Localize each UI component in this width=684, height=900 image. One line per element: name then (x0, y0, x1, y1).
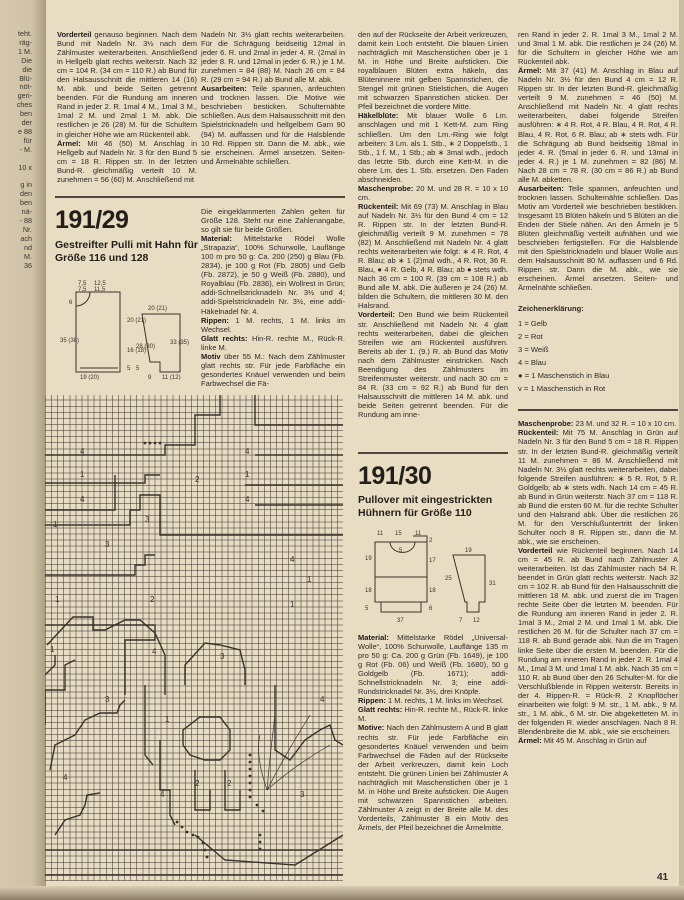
schematic-measure: 6 (429, 606, 433, 612)
page-edge (679, 0, 684, 900)
paragraph (201, 316, 345, 334)
paragraph (518, 736, 678, 745)
schematic-measure: 5 (399, 548, 403, 554)
paragraph-heading: Vorderteil (518, 546, 553, 556)
schematic-measure: 11 (415, 531, 422, 537)
paragraph-heading: Motive: (358, 723, 385, 733)
paragraph-text: den auf der Rückseite der Arbeit verkreuzen, damit kein Loch entsteht. Die blauen Linien nachträglich mit Maschenstichen über je 1 M. in Höhe und Breite aufsticken. Die royalblauen Blüten extra häkeln, das Blüteninnere mit gelben Spannstichen, die Stengel mit grünen Stielstichen, die Augen mit schwarzen Spannstichen sticken. Der Pfeil bezeichnet die vordere Mitte. (358, 30, 508, 112)
chart-color-label: 1 (290, 600, 295, 609)
paragraph (57, 30, 197, 139)
schematic-measure: 5 (136, 366, 140, 372)
text-column-aermel-ausarbeiten (518, 30, 678, 292)
paragraph-heading: Rückenteil: (518, 428, 559, 438)
chart-color-label: 4 (80, 447, 85, 456)
chart-color-label: 4 (320, 695, 325, 704)
paragraph (358, 30, 508, 111)
edge-fragment: der (21, 118, 32, 128)
schematic-measure: 5 (365, 606, 369, 612)
paragraph (518, 419, 678, 428)
schematic-measure: 6 (69, 300, 73, 306)
legend-item: ● = 1 Maschenstich in Blau (518, 371, 610, 381)
schematic-measure: 2 (429, 538, 433, 544)
schematic-measure: 7,5 (78, 287, 87, 293)
schematic-measure: 25 (445, 576, 452, 582)
text-column-vorderteil-aermel (57, 30, 197, 184)
paragraph (358, 310, 508, 419)
chart-color-label: 4 (80, 495, 85, 504)
schematic-measure: 19 (365, 556, 372, 562)
legend-item: 1 = Gelb (518, 319, 547, 329)
paragraph (518, 184, 678, 293)
chart-color-label: 3 (300, 790, 305, 799)
edge-fragment: nöt- (19, 82, 32, 92)
schematic-measure: 20 (21) (127, 318, 147, 324)
edge-fragment: Nr. (22, 224, 32, 234)
section-divider (55, 196, 345, 198)
paragraph-text: Teile spannen, anfeuchten und trocknen lassen. Schulternähte schließen. Das Motiv am Vorderteil wie beschrieben bestikken. Insgesamt 15 Blüten häkeln und 5 Blüten an die Enden der Stiele nähen. An den Ärmeln je 5 Blüten gleichmäßig verteilt aufnähen und wie beschrieben fertigstellen. Für die Halsblende mit den Spielstricknadeln und blauer Wolle aus dem Halsausschnitt 80 M. auffassen und 6 Rd. Rippen str. Dann die M. abk., wie sie erscheinen. Ärmel ansetzen. Seiten- und Ärmelnähte schließen. (518, 183, 678, 293)
paragraph (201, 352, 345, 388)
edge-fragment: 1 M. (18, 46, 32, 56)
paragraph-heading: Glatt rechts: (358, 705, 403, 715)
edge-fragment: räg- (19, 37, 32, 47)
paragraph-text: Die eingeklammerten Zahlen gelten für Größe 128. Steht nur eine Zahlenangabe, so gilt sie für beide Größen. (201, 207, 345, 235)
edge-fragment: die (22, 64, 32, 74)
edge-fragment: Die (21, 55, 32, 65)
paragraph-text: Hin-R. rechte M., Rück-R. linke M. (358, 705, 508, 724)
page-number: 41 (657, 872, 669, 883)
schematic-measure: 18 (429, 588, 436, 594)
edge-fragment: 36 (24, 260, 32, 270)
chart-color-label: 4 (290, 555, 295, 564)
chart-color-label: 4 (160, 790, 165, 799)
chart-color-label: 3 (105, 540, 110, 549)
paragraph-text: Mit 69 (73) M. Anschlag in Blau auf Nadeln Nr. 3½ für den Bund 4 cm = 12 R. Rippen str. In der letzten Bund-R. gleichmäßig verteilt 9 M. zunehmen = 78 (82) M. Anschließend mit Nadeln Nr. 4 glatt rechts weiterarbeiten wie folgt: ∗ 4 R. Rot, 4 R. Blau; ab ∗ 1 (2)mal wdh., 4 R. Rot, 36 R. Blau, ● 4 R. Gelb, 4 R. Blau; ab ● stets wdh. Nach 36 cm = 100 R. (39 cm = 108 R.) ab Bund alle M. abk. Die äußeren je 24 (26) M. bilden die Schultern, die mittleren 30 M. den Halsrand. (358, 201, 508, 311)
chart-color-label: 4 (245, 495, 250, 504)
paragraph-text: 1 M. rechts, 1 M. links im Wechsel. (385, 696, 504, 706)
paragraph (358, 184, 508, 202)
paragraph-heading: Ärmel: (57, 138, 81, 148)
text-column-pattern-29-material (201, 207, 345, 388)
chart-color-label: 1 (50, 645, 55, 654)
schematic-measure: 7,5 (78, 281, 87, 287)
edge-fragment: - 88 (19, 216, 32, 226)
edge-fragment: ben (20, 109, 32, 119)
right-column-flow (518, 30, 678, 745)
paragraph (201, 84, 345, 165)
edge-fragment: ben (20, 198, 32, 208)
chart-color-label: 3 (220, 652, 225, 661)
paragraph (358, 202, 508, 311)
paragraph-heading: Rippen: (358, 696, 386, 706)
paragraph-heading: Vorderteil: (358, 310, 395, 320)
section-divider (518, 397, 678, 411)
paragraph-text: Mit 46 (50) M. Anschlag in Hellgelb auf Nadeln Nr. 3 für den Bund 5 cm = 18 R. Rippen str. In der letzten Bund-R. gleichmäßig verteilt 10 M. zunehmen = 56 (60) M. Anschließend mit (57, 138, 197, 184)
paragraph-text: Nach den Zählmustern A und B glatt rechts str. Für jede Farbfläche ein gesondertes Knäuel verwenden und beim Farbwechsel die Fäden auf der Rückseite der Arbeit verkreuzen, damit kein Loch entsteht. Die grünen Linien bei Zählmuster A nachträglich mit Maschenstichen über je 1 M. in Höhe und Breite aufsticken. Die Augen mit schwarzen Spannstichen arbeiten. Zählmuster A zeigt in der Breite alle M. des Vorderteils, Zählmuster B ein Motiv des Ärmels, der Pfeil bezeichnet die Ärmelmitte. (358, 723, 508, 832)
schematic-measure: 18 (365, 588, 372, 594)
paragraph-heading: Ärmel: (518, 66, 542, 76)
edge-fragment: - M. (19, 144, 32, 154)
text-column-ausarbeiten (201, 30, 345, 166)
paragraph-text: Mit 37 (41) M. Anschlag in Blau auf Nadeln Nr. 3½ für den Bund 4 cm = 12 R. Rippen str. In der letzten Bund-R. gleichmäßig verteilt 9 M. zunehmen = 46 (50) M. Anschließend mit Nadeln Nr. 4 glatt rechts weiterarbeiten, dabei folgende Streifen ausführen: ∗ 4 R. Rot, 4 R. Blau, 4 R. Rot, 4 R. Blau, 4 R. Rot, 6 R. Blau; ab ∗ stets wdh. Für die Schrägung ab Bund beidseitig 18mal in jeder 4. R. (5mal in jeder 6. R. und 13mal in jeder 4. R.) je 1 M. zunehmen = 82 (86) M. Nach 28 cm = 78 R. (30 cm = 86 R.) ab Bund alle M. abketten. (518, 66, 678, 184)
edge-fragment: geri- (17, 91, 32, 101)
chart-color-label: 1 (80, 470, 85, 479)
edge-fragment: den (20, 189, 32, 199)
edge-fragment: nä- (21, 207, 32, 217)
schematic-measure: 7 (459, 618, 463, 624)
paragraph-heading: Maschenprobe: (518, 419, 574, 429)
paragraph-heading: Ausarbeiten: (201, 84, 247, 94)
paragraph-text: Mittelstarke Rödel Wolle „Strapazia“, 100% Schurwolle, Lauflänge 100 m pro 50 g: Ca. 200 (250) g Blau (Fb. 2834), je 100 g Rot (Fb. 2805) und Gelb (Fb. 2872), je 50 g Weiß (Fb. 2880), und Royalblau (Fb. 2836), ein Wollrest in Grün; addi-Schnellstricknadeln Nr. 3½ und 4; addi-Spielstricknadeln Nr. 3½, eine addi-Häkelnadel Nr. 4. (201, 234, 345, 316)
schematic-measure: 31 (489, 581, 496, 587)
paragraph-text: Mit 45 M. Anschlag in Grün auf (541, 736, 647, 745)
chart-color-label: 4 (245, 447, 250, 456)
paragraph (358, 723, 508, 832)
paragraph-text: wie Rückenteil beginnen. Nach 14 cm = 45 R. ab Bund nach Zählmuster A weiterarbeiten. Ist das Zählmuster nach 54 R. beendet in Grün glatt rechts weiterstr. Nach 32 cm = 102 R. ab Bund für den Halsausschnitt die mittleren 18 M. abk. und zuerst die im Tragen rechte Seite über die letzten M. beenden. Für die Rundung am inneren Rand in jeder 2. R. 1mal 3 M., 2mal 2 M. und 1mal 1 M. abk. Die restlichen 26 M. für die Schulter nach 37 cm = 118 R. ab Bund gerade abk. Nun die im Tragen linke Seite über die ersten M. beenden. Für die Rundung am inneren Rand in jeder 2. R. 1mal 4 M., 1mal 3 M. und 1mal 1 M. abk. Nach 35 cm = 110 R. ab Bund über den 26 Schulter-M. für die Verschlußblende in Rippen weiterstr. Bereits in der 4. Rippen-R. = Rück-R. 2 Knopflöcher einarbeiten wie folgt: 9 M. str., 1 M. abk., 9 M. str., 1 M. abk., 6 M. str. Die abgeketteten M. in der folgenden R. wieder anschlagen. Nach 8 R. Blendenbreite die M. abk., wie sie erscheinen. (518, 546, 678, 736)
chart-color-label: 3 (145, 515, 150, 524)
knitting-chart-motif (45, 395, 343, 881)
paragraph-text: Nadeln Nr. 3½ glatt rechts weiterarbeiten. Für die Schrägung beidseitig 12mal in jeder 6. R. und 2mal in jeder 4. R. (2mal in jeder 8. R. und 12mal in jeder 6. R.) je 1 M. zunehmen = 84 (88) M. Nach 26 cm = 84 R. (29 cm = 94 R.) ab Bund alle M. abk. (201, 30, 345, 85)
chart-color-label: 1 (307, 575, 312, 584)
schematic-measure: 33 (35) (170, 340, 190, 346)
paragraph (518, 66, 678, 184)
chart-color-label: 4 (63, 773, 68, 782)
paragraph (201, 30, 345, 84)
chart-color-label: 1 (245, 470, 250, 479)
section-divider (358, 452, 508, 454)
chart-color-label: 1 (165, 715, 170, 724)
schematic-measure: 37 (397, 618, 404, 624)
paragraph (358, 111, 508, 183)
paragraph-heading: Material: (358, 633, 389, 642)
paragraph-heading: Rückenteil: (358, 201, 399, 211)
text-column-haekelbluete-rueckenteil (358, 30, 508, 419)
paragraph-text: genauso beginnen. Nach dem Bund mit Nadeln Nr. 3½ nach dem Zählmuster weiterarbeiten. Anschließend in Hellgelb glatt rechts weiterstr. Nach 32 cm = 104 R. (34 cm = 110 R.) ab Bund für den Halsausschnitt die mittleren 14 (16) M. abk. und beide Seiten getrennt beenden. Für die Rundung am inneren Rand in jeder 2. R. 1mal 4 M., 1mal 3 M., 1mal 2 M. und 2mal 1 M. abk. Die restlichen je 26 (28) M. für die Schultern in gleicher Höhe wie am Rückenteil abk. (57, 30, 197, 139)
paragraph-text: Den Bund wie beim Rückenteil str. Anschließend mit Nadeln Nr. 4 glatt rechts weiterarbeiten, dabei die gleichen Streifen wie am Rückenteil ausführen. Bereits ab der 1. (9.) R. ab Bund das Motiv nach dem Zählmuster einstricken. Nach Beendigung des Zählmusters im Streifenmuster weiterstr. und nach 30 cm = 84 R. (33 cm = 92 R.) ab Bund für den Halsausschnitt die mittleren 14 M. abk. und beide Seiten getrennt beenden. Für die Rundung am inne- (358, 310, 508, 419)
schematic-measure: 19 (465, 548, 472, 554)
paragraph-text: Mit 75 M. Anschlag in Grün auf Nadeln Nr. 3 für den Bund 5 cm = 18 R. Rippen str. In der letzten Bund-R. gleichmäßig verteilt 11 M. zunehmen = 86 M. Anschließend mit Nadeln Nr. 3½ glatt rechts weiterarbeiten, dabei folgende Streifen ausführen: ∗ 5 R. Rot, 5 R. Goldgelb; ab ∗ stets wdh. Nach 14 cm = 45 R. ab Bund in Grün weiterstr. Nach 37 cm = 118 R. ab Bund die ersten 60 M. für die rechte Schulter und den Halsrand abk. Über die restlichen 26 M. für den Verschlußuntertritt der linken Schulter noch 8 R. Rippen str., dann die M. abk., wie sie erscheinen. (518, 428, 678, 546)
paragraph (201, 334, 345, 352)
paragraph-text: über 55 M.: Nach dem Zählmuster glatt rechts str. Für jede Farbfläche ein gesondertes Knäuel verwenden und beim Farbwechsel die Fä- (201, 351, 345, 388)
schematic-measure: 17 (429, 558, 436, 564)
edge-fragment: 10 x (18, 162, 32, 172)
schematic-measure: 12,5 (94, 281, 106, 287)
legend-item: 3 = Weiß (518, 345, 549, 355)
paragraph-text: Mittelstarke Rödel „Universal-Wolle“, 100% Schurwolle, Lauflänge 135 m pro 50 g: Ca. 200 g Grün (Fb. 1649), je 100 g Rot (Fb. 06) und Weiß (Fb. 1680), 50 g Goldgelb (Fb. 1671); addi-Schnellstricknadeln Nr. 3; eine addi-Rundstricknadel Nr. 3½, drei Knöpfe. (358, 633, 508, 697)
paragraph (358, 633, 508, 696)
paragraph-heading: Motiv (201, 351, 221, 361)
paragraph-heading: Vorderteil (57, 30, 92, 39)
edge-fragment: g in (20, 180, 32, 190)
paragraph (358, 705, 508, 723)
edge-fragment: ach (20, 233, 32, 243)
paragraph-heading: Rippen: (201, 315, 229, 325)
schematic-measure: 11 (377, 531, 384, 537)
paragraph (518, 546, 678, 736)
paragraph-text: Mit blauer Wolle 6 Lm. anschlagen und mit 1 Kett-M. zum Ring schließen. Um den Lm.-Ring wie folgt arbeiten: 3 Lm. als 1. Stb., ∗ 2 Doppelstb., 1 Stb., 1 f. M., 1 Stb.; ab ∗ 3mal wdh., jedoch das letzte Stb. durch eine Kett-M. in die obere Lm. des 1. Stb. ersetzen. Den Faden abschneiden. (358, 111, 508, 184)
paragraph (518, 428, 678, 546)
paragraph-text: Hin-R. rechte M., Rück-R. linke M. (201, 333, 345, 352)
symbol-legend (518, 304, 678, 397)
chart-color-label: 1 (53, 520, 58, 529)
schematic-measure: 20 (21) (148, 306, 168, 312)
schematic-measure: 11,5 (94, 287, 106, 293)
schematic-pullover-30 (365, 530, 505, 625)
schematic-measure: 9 (148, 375, 152, 380)
page-bottom-shadow (0, 886, 684, 900)
schematic-measure: 15 (395, 531, 402, 537)
chart-color-label: 2 (227, 779, 232, 788)
paragraph (201, 207, 345, 234)
paragraph-heading: Häkelblüte: (358, 111, 399, 121)
edge-fragment: nd (24, 242, 32, 252)
paragraph (358, 696, 508, 705)
edge-fragment: e 88 (18, 126, 32, 136)
paragraph (518, 30, 678, 66)
paragraph-heading: Maschenprobe: (358, 183, 414, 193)
pattern-title: Gestreifter Pulli mit Hahn für Größe 116 und 128 (55, 239, 198, 264)
pattern-number: 191/29 (55, 206, 129, 234)
paragraph (57, 139, 197, 184)
pattern-number: 191/30 (358, 462, 432, 490)
previous-page-text-fragments (2, 30, 32, 270)
schematic-measure: 11 (12) (162, 375, 181, 380)
paragraph-text: 1 M. rechts, 1 M. links im Wechsel. (201, 315, 345, 334)
edge-fragment: ches (16, 100, 32, 110)
chart-motif-outlines (45, 395, 343, 881)
paragraph-text: 23 M. und 32 R. = 10 x 10 cm. (573, 419, 677, 429)
edge-fragment: für (23, 135, 32, 145)
paragraph-heading: Ausarbeiten: (518, 183, 564, 193)
chart-color-label: 2 (195, 779, 200, 788)
legend-item: 2 = Rot (518, 332, 543, 342)
schematic-measure: 28 (30) (136, 344, 156, 350)
schematic-pulli-29 (60, 280, 192, 380)
edge-fragment: Blü- (19, 73, 32, 83)
paragraph-heading: Ärmel: (518, 736, 542, 745)
edge-fragment: teht. (18, 29, 32, 38)
paragraph (201, 234, 345, 315)
legend-item: 4 = Blau (518, 358, 547, 368)
schematic-measure: 16 (18) (127, 348, 147, 354)
chart-color-label: 4 (152, 647, 157, 656)
schematic-measure: 12 (473, 618, 480, 624)
legend-item: v = 1 Maschenstich in Rot (518, 384, 606, 394)
schematic-measure: 35 (38) (60, 338, 80, 344)
chart-color-label: 2 (150, 595, 155, 604)
chart-color-label: 1 (55, 595, 60, 604)
paragraph-text: Teile spannen, anfeuchten und trocknen lassen. Die Motive wie beschrieben besticken. Schulternähte schließen. Aus dem Halsausschnitt mit den Spielstricknadeln und hellgelbem Garn 90 (94) M. auffassen und für die Halsblende 10 Rd. Rippen str. Dann die M. abk., wie sie erscheinen. Ärmel ansetzen. Seiten- und Ärmelnähte schließen. (201, 84, 345, 166)
paragraph-heading: Material: (201, 234, 232, 244)
text-column-pattern-30-material (358, 633, 508, 832)
schematic-measure: 19 (20) (80, 375, 100, 380)
schematic-measure: 5 (127, 366, 131, 372)
paragraph-heading: Glatt rechts: (201, 333, 248, 343)
paragraph-text: ren Rand in jeder 2. R. 1mal 3 M., 1mal 2 M. und 3mal 1 M. abk. Die restlichen je 24 (26) M. für die Schultern in gleicher Höhe wie am Rückenteil abk. (518, 30, 678, 67)
paragraph-text: 20 M. und 28 R. = 10 x 10 cm. (358, 183, 508, 202)
chart-color-label: 3 (105, 695, 110, 704)
edge-fragment: M. (24, 251, 32, 261)
text-column-pattern-30-instructions (518, 419, 678, 745)
chart-color-label: 2 (195, 475, 200, 484)
pattern-title: Pullover mit eingestrickten Hühnern für Größe 110 (358, 494, 493, 519)
legend-title: Zeichenerklärung: (518, 304, 584, 314)
